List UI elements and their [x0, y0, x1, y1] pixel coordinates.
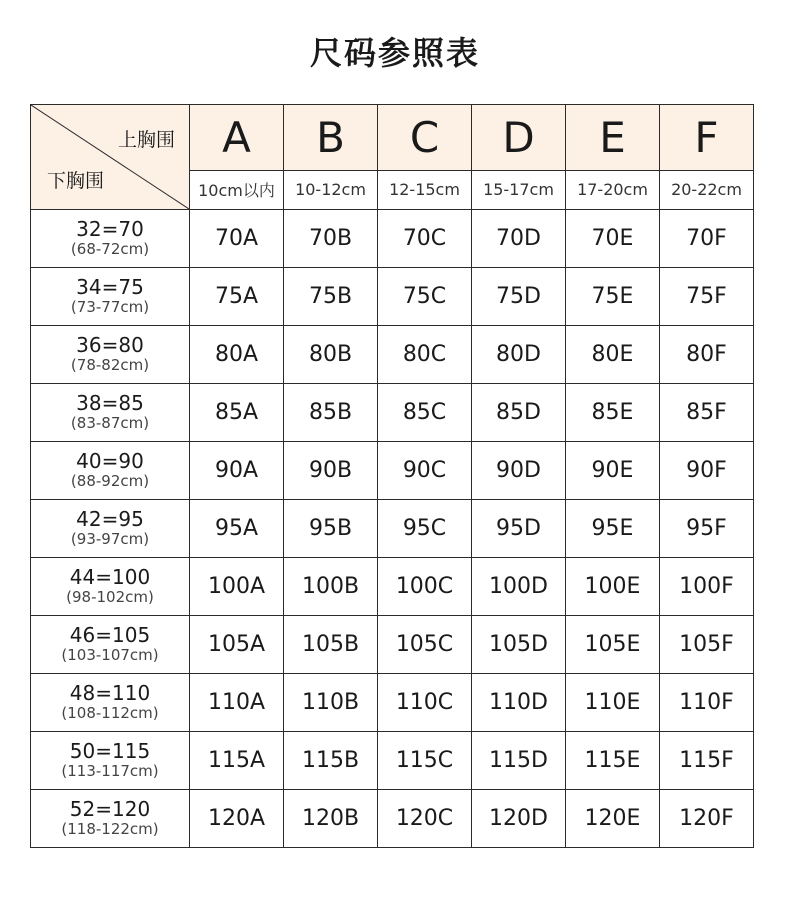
size-cell: 70E [566, 210, 660, 268]
size-cell: 105A [190, 616, 284, 674]
size-cell: 70B [284, 210, 378, 268]
size-cell: 80C [378, 326, 472, 384]
size-cell: 95A [190, 500, 284, 558]
underbust-cell [31, 674, 190, 732]
size-cell: 100C [378, 558, 472, 616]
band-range: (98-102cm) [66, 588, 154, 607]
size-cell: 75B [284, 268, 378, 326]
size-cell: 115E [566, 732, 660, 790]
underbust-cell [31, 442, 190, 500]
cup-letter-e: E [566, 105, 660, 171]
size-cell: 95D [472, 500, 566, 558]
underbust-cell [31, 616, 190, 674]
underbust-cell [31, 268, 190, 326]
size-cell: 115C [378, 732, 472, 790]
size-cell: 120D [472, 790, 566, 848]
size-cell: 105D [472, 616, 566, 674]
size-cell: 110B [284, 674, 378, 732]
size-cell: 120B [284, 790, 378, 848]
cup-letter-f: F [660, 105, 754, 171]
size-cell: 75C [378, 268, 472, 326]
size-cell: 80B [284, 326, 378, 384]
size-cell: 70D [472, 210, 566, 268]
size-cell: 90E [566, 442, 660, 500]
size-cell: 110C [378, 674, 472, 732]
band-range: (78-82cm) [70, 356, 150, 375]
band-range: (68-72cm) [70, 240, 150, 259]
band-range: (88-92cm) [70, 472, 150, 491]
size-cell: 105B [284, 616, 378, 674]
size-cell: 70C [378, 210, 472, 268]
band-size: 50=115 [69, 739, 151, 764]
band-range: (118-122cm) [61, 820, 159, 839]
size-cell: 120A [190, 790, 284, 848]
cup-range-f: 20-22cm [660, 170, 754, 209]
size-cell: 70A [190, 210, 284, 268]
table-row [31, 442, 754, 500]
underbust-cell [31, 210, 190, 268]
size-cell: 110F [660, 674, 754, 732]
size-cell: 120C [378, 790, 472, 848]
size-cell: 80E [566, 326, 660, 384]
cup-letter-c: C [378, 105, 472, 171]
underbust-cell [31, 326, 190, 384]
cup-range-a: 10cm以内 [190, 170, 284, 209]
size-cell: 75A [190, 268, 284, 326]
cup-range-b: 10-12cm [284, 170, 378, 209]
cup-letter-b: B [284, 105, 378, 171]
cup-range-e: 17-20cm [566, 170, 660, 209]
cup-letter-d: D [472, 105, 566, 171]
table-row [31, 384, 754, 442]
size-cell: 115F [660, 732, 754, 790]
size-cell: 115A [190, 732, 284, 790]
size-cell: 85E [566, 384, 660, 442]
size-cell: 90D [472, 442, 566, 500]
size-cell: 100B [284, 558, 378, 616]
size-cell: 90C [378, 442, 472, 500]
bust-label: 上胸围 [117, 129, 175, 151]
size-cell: 90F [660, 442, 754, 500]
diagonal-divider [31, 105, 189, 209]
size-cell: 85B [284, 384, 378, 442]
table-row [31, 326, 754, 384]
size-cell: 115B [284, 732, 378, 790]
underbust-cell [31, 558, 190, 616]
size-cell: 105C [378, 616, 472, 674]
band-size: 32=70 [76, 217, 144, 242]
size-cell: 95C [378, 500, 472, 558]
size-cell: 90B [284, 442, 378, 500]
underbust-cell [31, 732, 190, 790]
band-range: (108-112cm) [61, 704, 159, 723]
size-cell: 95B [284, 500, 378, 558]
size-cell: 105E [566, 616, 660, 674]
size-cell: 105F [660, 616, 754, 674]
size-cell: 90A [190, 442, 284, 500]
size-cell: 120F [660, 790, 754, 848]
size-cell: 110E [566, 674, 660, 732]
underbust-cell [31, 500, 190, 558]
band-range: (83-87cm) [70, 414, 150, 433]
size-cell: 85A [190, 384, 284, 442]
size-cell: 110A [190, 674, 284, 732]
table-row [31, 790, 754, 848]
size-cell: 100A [190, 558, 284, 616]
band-size: 44=100 [69, 565, 151, 590]
size-cell: 80A [190, 326, 284, 384]
band-size: 48=110 [69, 681, 151, 706]
page-title: 尺码参照表 [309, 34, 480, 72]
size-cell: 70F [660, 210, 754, 268]
band-range: (103-107cm) [61, 646, 159, 665]
table-row [31, 500, 754, 558]
size-cell: 100D [472, 558, 566, 616]
size-chart-table [30, 104, 754, 848]
table-row [31, 732, 754, 790]
table-row [31, 674, 754, 732]
underbust-label: 下胸围 [47, 170, 105, 192]
size-cell: 75E [566, 268, 660, 326]
underbust-cell [31, 384, 190, 442]
cup-letter-a: A [190, 105, 284, 171]
size-table-body [31, 210, 754, 848]
cup-range-c: 12-15cm [378, 170, 472, 209]
table-row [31, 616, 754, 674]
size-cell: 110D [472, 674, 566, 732]
band-range: (93-97cm) [70, 530, 150, 549]
table-row [31, 210, 754, 268]
size-cell: 85F [660, 384, 754, 442]
band-range: (113-117cm) [61, 762, 159, 781]
size-cell: 120E [566, 790, 660, 848]
size-cell: 115D [472, 732, 566, 790]
band-range: (73-77cm) [70, 298, 150, 317]
band-size: 52=120 [69, 797, 151, 822]
size-cell: 100E [566, 558, 660, 616]
table-row [31, 558, 754, 616]
size-cell: 95E [566, 500, 660, 558]
table-row [31, 268, 754, 326]
size-cell: 95F [660, 500, 754, 558]
size-cell: 75D [472, 268, 566, 326]
cup-range-d: 15-17cm [472, 170, 566, 209]
band-size: 34=75 [76, 275, 144, 300]
band-size: 42=95 [76, 507, 144, 532]
band-size: 38=85 [76, 391, 144, 416]
band-size: 40=90 [76, 449, 144, 474]
underbust-cell [31, 790, 190, 848]
size-cell: 75F [660, 268, 754, 326]
size-cell: 80D [472, 326, 566, 384]
band-size: 36=80 [76, 333, 144, 358]
corner-header-cell [31, 105, 190, 210]
size-cell: 85C [378, 384, 472, 442]
size-cell: 80F [660, 326, 754, 384]
size-cell: 85D [472, 384, 566, 442]
band-size: 46=105 [69, 623, 151, 648]
size-cell: 100F [660, 558, 754, 616]
